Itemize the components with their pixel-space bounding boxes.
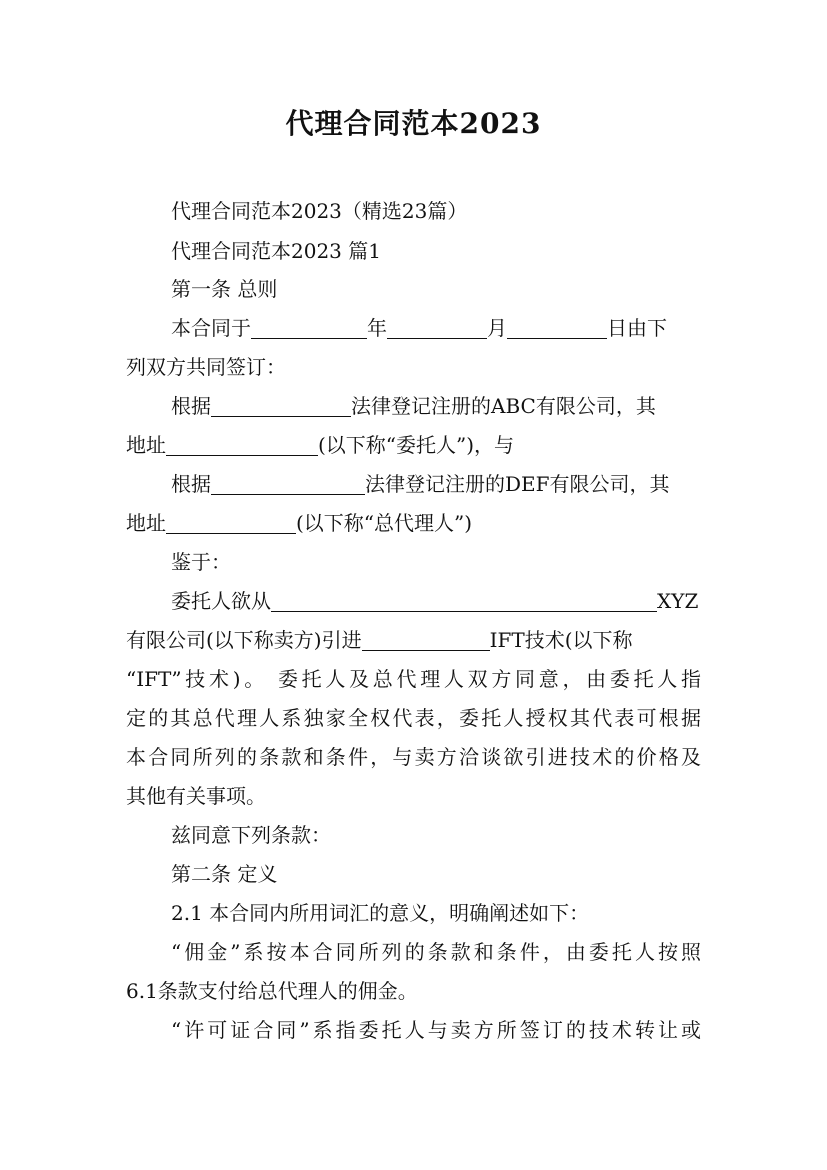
party-abc-text-4: (以下称“委托人”)，与	[318, 433, 515, 457]
recital-line-6: 其他有关事项。	[126, 784, 266, 808]
party-def-text-2: 法律登记注册的DEF有限公司，其	[365, 472, 670, 496]
party-abc-line-2	[126, 430, 514, 460]
party-abc-text-1: 根据	[171, 394, 211, 418]
article2-heading: 第二条 定义	[171, 862, 278, 886]
agreed-line: 兹同意下列条款：	[171, 823, 331, 847]
def-law-blank	[211, 476, 365, 495]
party-abc-text-3: 地址	[126, 433, 166, 457]
party-abc-text-2: 法律登记注册的ABC有限公司，其	[351, 394, 656, 418]
whereas-heading: 鉴于：	[171, 550, 231, 574]
def-address-blank	[166, 515, 296, 534]
document-title: 代理合同范本2023	[285, 107, 542, 140]
recital-line-4: 定的其总代理人系独家全权代表，委托人授权其代表可根据	[126, 706, 701, 730]
date-day-blank	[507, 320, 607, 339]
subtitle: 代理合同范本2023（精选23篇）	[171, 199, 468, 223]
recital-line-3: “IFT”技术)。 委托人及总代理人双方同意，由委托人指	[126, 667, 701, 691]
date-year-blank	[251, 320, 367, 339]
recital-text-3: 有限公司(以下称卖方)引进	[126, 628, 362, 652]
recital-line-1	[171, 586, 698, 616]
recital-text-1: 委托人欲从	[171, 589, 271, 613]
party-def-text-3: 地址	[126, 511, 166, 535]
seller-blank	[271, 593, 657, 612]
intro-text-2: 年	[367, 316, 387, 340]
clause-2-1: 2.1 本合同内所用词汇的意义，明确阐述如下：	[171, 901, 590, 925]
date-month-blank	[387, 320, 487, 339]
commission-line-2: 6.1条款支付给总代理人的佣金。	[126, 979, 418, 1003]
article1-heading: 第一条 总则	[171, 277, 278, 301]
party-abc-line-1	[171, 391, 656, 421]
abc-address-blank	[166, 437, 318, 456]
commission-line-1: “佣金”系按本合同所列的条款和条件，由委托人按照	[171, 940, 701, 964]
intro-text-4: 日由下	[607, 316, 667, 340]
intro-line-2: 列双方共同签订：	[126, 355, 286, 379]
intro-text-1: 本合同于	[171, 316, 251, 340]
recital-line-5: 本合同所列的条款和条件，与卖方洽谈欲引进技术的价格及	[126, 745, 701, 769]
license-line-1: “许可证合同”系指委托人与卖方所签订的技术转让或	[171, 1018, 701, 1042]
abc-law-blank	[211, 398, 351, 417]
recital-text-2: XYZ	[657, 589, 699, 613]
recital-line-2	[126, 625, 633, 655]
party-def-text-1: 根据	[171, 472, 211, 496]
intro-text-3: 月	[487, 316, 507, 340]
technology-blank	[362, 632, 490, 651]
party-def-text-4: (以下称“总代理人”)	[296, 511, 473, 535]
party-def-line-1	[171, 469, 670, 499]
recital-text-4: IFT技术(以下称	[489, 628, 633, 652]
section-heading: 代理合同范本2023 篇1	[171, 239, 381, 263]
party-def-line-2	[126, 508, 472, 538]
intro-line-1	[171, 313, 667, 343]
